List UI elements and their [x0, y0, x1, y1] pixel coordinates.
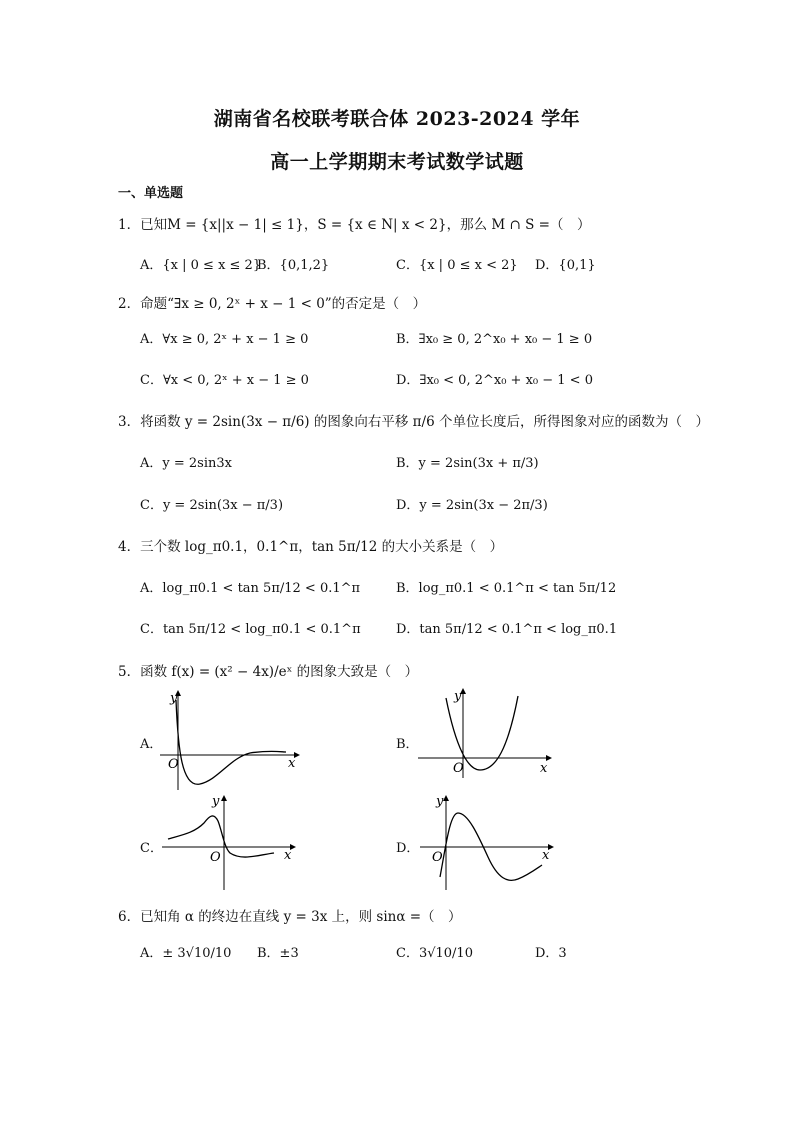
question-6-stem: 6．已知角 α 的终边在直线 y = 3x 上，则 sinα =（ ）: [118, 909, 462, 925]
q3-option-c: C．y = 2sin(3x − π/3): [140, 498, 284, 513]
q1-option-a: A．{x | 0 ≤ x ≤ 2}: [140, 258, 262, 273]
q4-option-d: D．tan 5π/12 < 0.1^π < log_π0.1: [396, 622, 618, 637]
q6-option-d: D．3: [535, 946, 567, 961]
q5a-x-label: x: [288, 756, 296, 771]
q2-option-c: C．∀x < 0, 2ˣ + x − 1 ≥ 0: [140, 373, 309, 388]
question-1-stem: 1．已知M = {x||x − 1| ≤ 1}，S = {x ∈ N| x < 2}，那么 M ∩ S =（ ）: [118, 217, 591, 233]
question-4-stem: 4．三个数 log_π0.1，0.1^π，tan 5π/12 的大小关系是（ ）: [118, 539, 504, 555]
q6-option-c: C．3√10/10: [396, 946, 473, 961]
q5-option-b-label: B．: [396, 737, 419, 752]
q5b-origin-label: O: [453, 761, 464, 776]
question-5-stem: 5．函数 f(x) = (x² − 4x)/eˣ 的图象大致是（ ）: [118, 664, 419, 680]
exam-title-line1: 湖南省名校联考联合体 2023-2024 学年: [213, 108, 581, 130]
q2-option-a: A．∀x ≥ 0, 2ˣ + x − 1 ≥ 0: [140, 332, 309, 347]
q5c-y-label: y: [212, 794, 220, 809]
q5a-origin-label: O: [168, 757, 179, 772]
q2-option-b: B．∃x₀ ≥ 0, 2^x₀ + x₀ − 1 ≥ 0: [396, 332, 593, 347]
q5-option-d-label: D．: [396, 841, 420, 856]
question-2-stem: 2．命题“∃x ≥ 0, 2ˣ + x − 1 < 0”的否定是（ ）: [118, 296, 427, 312]
exam-title-line2: 高一上学期期末考试数学试题: [270, 151, 524, 173]
q5c-x-label: x: [284, 848, 292, 863]
q6-option-a: A．± 3√10/10: [140, 946, 232, 961]
q5d-origin-label: O: [432, 850, 443, 865]
q3-option-d: D．y = 2sin(3x − 2π/3): [396, 498, 548, 513]
q6-option-b: B．±3: [257, 946, 299, 961]
q5b-y-label: y: [454, 689, 462, 704]
q5b-x-label: x: [540, 761, 548, 776]
q5c-origin-label: O: [210, 850, 221, 865]
q3-option-b: B．y = 2sin(3x + π/3): [396, 456, 539, 471]
question-3-stem: 3．将函数 y = 2sin(3x − π/6) 的图象向右平移 π/6 个单位长度后，所得图象对应的函数为（ ）: [118, 414, 709, 430]
q1-option-b: B．{0,1,2}: [257, 258, 330, 273]
q5-graph-c: [162, 795, 297, 890]
q3-option-a: A．y = 2sin3x: [140, 456, 232, 471]
q1-option-c: C．{x | 0 ≤ x < 2}: [396, 258, 518, 273]
q5-graph-b: [418, 688, 553, 778]
q5d-x-label: x: [542, 848, 550, 863]
q4-option-a: A．log_π0.1 < tan 5π/12 < 0.1^π: [140, 581, 361, 596]
q5-graph-d: [420, 795, 555, 890]
q5-graph-a: [160, 690, 300, 790]
q5-option-a-label: A．: [140, 737, 163, 752]
q2-option-d: D．∃x₀ < 0, 2^x₀ + x₀ − 1 < 0: [396, 373, 593, 388]
q5a-y-label: y: [170, 691, 178, 706]
q4-option-b: B．log_π0.1 < 0.1^π < tan 5π/12: [396, 581, 617, 596]
section-heading: 一、单选题: [118, 186, 184, 201]
q1-option-d: D．{0,1}: [535, 258, 596, 273]
q4-option-c: C．tan 5π/12 < log_π0.1 < 0.1^π: [140, 622, 361, 637]
q5-option-c-label: C．: [140, 841, 163, 856]
q5d-y-label: y: [436, 794, 444, 809]
